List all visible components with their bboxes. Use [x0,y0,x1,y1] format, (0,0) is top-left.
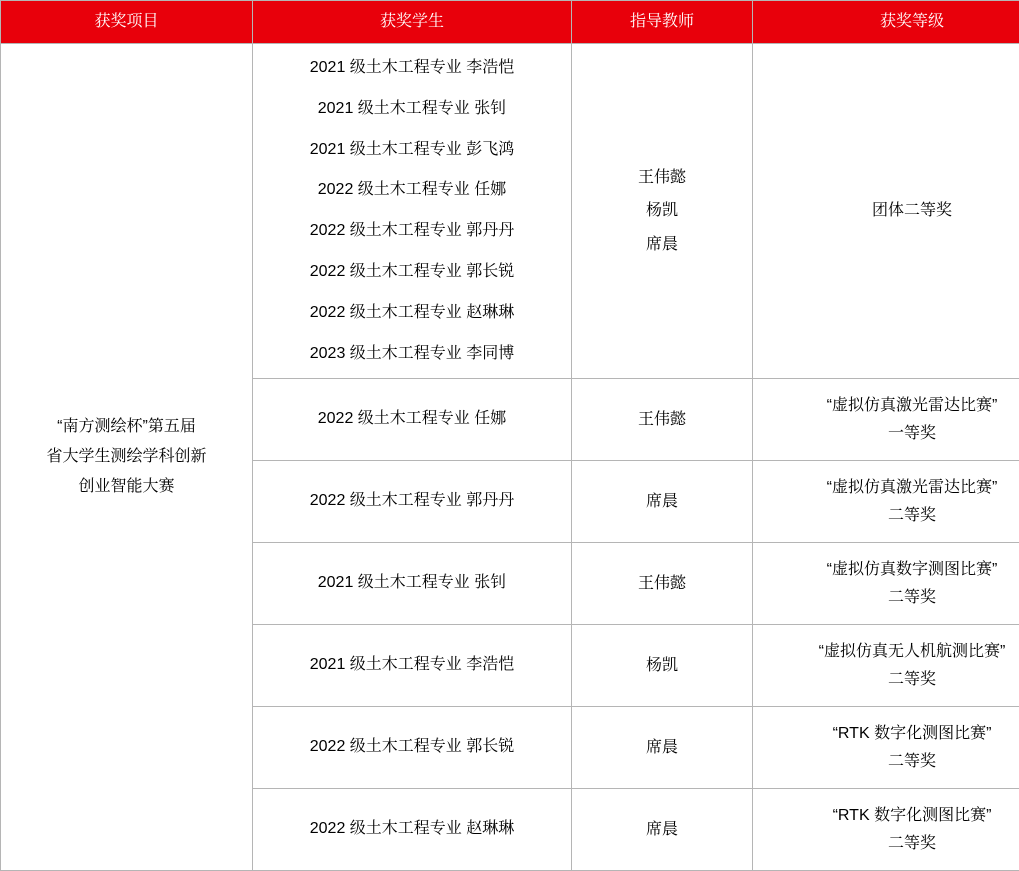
teacher-line: 席晨 [578,731,746,765]
table-body [1,44,1019,871]
project-line: “南方测绘杯”第五届 [7,412,246,442]
level-cell [753,44,1019,379]
level-cell [753,789,1019,871]
level-line: “RTK 数字化测图比赛” [759,720,1019,748]
project-line: 省大学生测绘学科创新 [7,442,246,472]
level-line: “虚拟仿真无人机航测比赛” [759,638,1019,666]
level-line: 二等奖 [759,748,1019,776]
students-cell [253,543,572,625]
level-line: 二等奖 [759,502,1019,530]
student-line: 2022 级土木工程专业 任娜 [259,399,565,440]
teacher-line: 王伟懿 [578,567,746,601]
table-header [1,1,1019,44]
students-cell [253,44,572,379]
student-line: 2021 级土木工程专业 彭飞鸿 [259,130,565,171]
level-line: 团体二等奖 [759,197,1019,225]
level-line: 二等奖 [759,666,1019,694]
student-line: 2022 级土木工程专业 任娜 [259,170,565,211]
students-cell [253,625,572,707]
column-header-students: 获奖学生 [253,1,572,44]
level-cell [753,379,1019,461]
student-line: 2021 级土木工程专业 张钊 [259,89,565,130]
table-header-row [1,1,1019,44]
teacher-line: 席晨 [578,813,746,847]
column-header-project: 获奖项目 [1,1,253,44]
level-cell [753,707,1019,789]
student-line: 2022 级土木工程专业 郭长锐 [259,727,565,768]
student-line: 2022 级土木工程专业 赵琳琳 [259,809,565,850]
student-line: 2021 级土木工程专业 李浩恺 [259,48,565,89]
students-cell [253,461,572,543]
teachers-cell [572,379,753,461]
teachers-cell [572,789,753,871]
student-line: 2022 级土木工程专业 赵琳琳 [259,293,565,334]
level-line: “虚拟仿真数字测图比赛” [759,556,1019,584]
teachers-cell [572,625,753,707]
level-cell [753,461,1019,543]
level-line: 二等奖 [759,584,1019,612]
project-cell [1,44,253,871]
teacher-line: 王伟懿 [578,161,746,195]
student-line: 2022 级土木工程专业 郭丹丹 [259,211,565,252]
student-line: 2021 级土木工程专业 李浩恺 [259,645,565,686]
column-header-teachers: 指导教师 [572,1,753,44]
teachers-cell [572,543,753,625]
student-line: 2021 级土木工程专业 张钊 [259,563,565,604]
students-cell [253,789,572,871]
student-line: 2023 级土木工程专业 李同博 [259,334,565,375]
table-row [1,44,1019,379]
teacher-line: 杨凯 [578,649,746,683]
teachers-cell [572,44,753,379]
teacher-line: 杨凯 [578,194,746,228]
level-line: “虚拟仿真激光雷达比赛” [759,474,1019,502]
level-line: 二等奖 [759,830,1019,858]
students-cell [253,707,572,789]
level-cell [753,625,1019,707]
teachers-cell [572,707,753,789]
level-line: “RTK 数字化测图比赛” [759,802,1019,830]
student-line: 2022 级土木工程专业 郭丹丹 [259,481,565,522]
students-cell [253,379,572,461]
level-line: 一等奖 [759,420,1019,448]
column-header-level: 获奖等级 [753,1,1019,44]
teacher-line: 席晨 [578,485,746,519]
level-cell [753,543,1019,625]
teacher-line: 王伟懿 [578,403,746,437]
level-line: “虚拟仿真激光雷达比赛” [759,392,1019,420]
student-line: 2022 级土木工程专业 郭长锐 [259,252,565,293]
teacher-line: 席晨 [578,228,746,262]
teachers-cell [572,461,753,543]
project-line: 创业智能大赛 [7,472,246,502]
